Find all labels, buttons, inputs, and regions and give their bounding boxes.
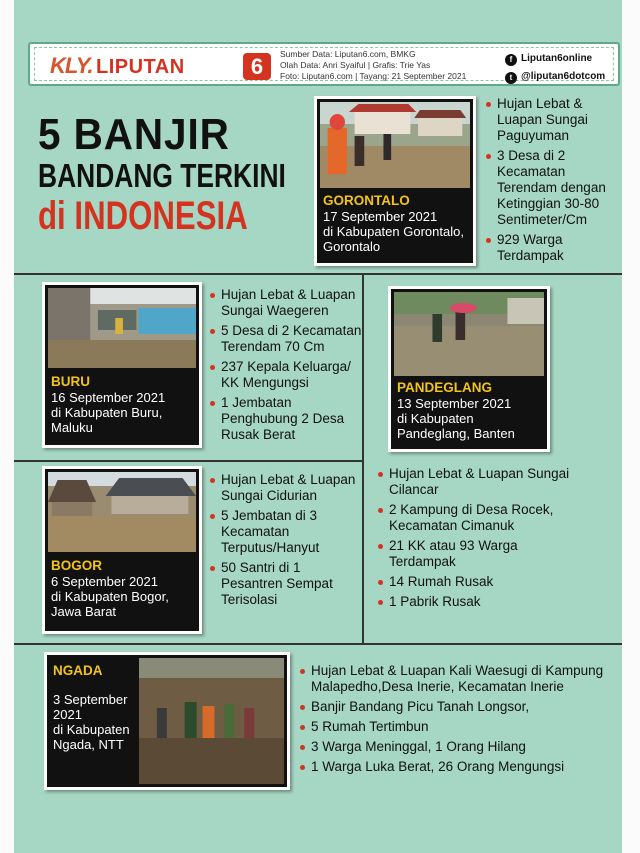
fact-item: Hujan Lebat & Luapan Sungai Paguyuman (486, 96, 608, 144)
title-line-2: BANDANG TERKINI (38, 157, 286, 194)
gorontalo-caption-line: di Kabupaten Gorontalo, (323, 224, 464, 239)
ngada-facts (300, 663, 616, 779)
buru-card (42, 282, 202, 448)
source-credits (280, 49, 466, 82)
gorontalo-card (314, 96, 476, 266)
fact-item: 1 Warga Luka Berat, 26 Orang Mengungsi (300, 759, 616, 775)
bogor-caption-line: Jawa Barat (51, 604, 117, 619)
bogor-date: 6 September 2021 (51, 574, 158, 589)
divider-1 (14, 273, 622, 275)
fact-item: 50 Santri di 1 Pesantren Sempat Terisolasi (210, 560, 360, 608)
fact-item: Hujan Lebat & Luapan Kali Waesugi di Kampung Malapedho,Desa Inerie, Kecamatan Inerie (300, 663, 616, 695)
divider-3 (14, 643, 622, 645)
gorontalo-location: GORONTALO (323, 193, 410, 208)
twitter-icon: t (505, 72, 517, 84)
fact-item: 3 Warga Meninggal, 1 Orang Hilang (300, 739, 616, 755)
ngada-caption-line: di Kabupaten (53, 722, 130, 737)
fact-item: Hujan Lebat & Luapan Sungai Waegeren (210, 287, 362, 319)
fact-item: 21 KK atau 93 Warga Terdampak (378, 538, 578, 570)
facebook-handle: Liputan6online (521, 53, 593, 64)
fact-item: Banjir Bandang Picu Tanah Longsor, (300, 699, 616, 715)
pandeglang-photo (394, 292, 544, 376)
divider-vertical (362, 275, 364, 643)
credit-source: Sumber Data: Liputan6.com, BMKG (280, 49, 416, 59)
bogor-photo (48, 472, 196, 552)
buru-caption (51, 374, 195, 435)
fact-item: 237 Kepala Keluarga/ KK Mengungsi (210, 359, 362, 391)
fact-item: 1 Jembatan Penghubung 2 Desa Rusak Berat (210, 395, 362, 443)
liputan6-logo-text: LIPUTAN (96, 56, 185, 78)
buru-caption-line: di Kabupaten Buru, (51, 405, 163, 420)
bogor-caption-line: di Kabupaten Bogor, (51, 589, 169, 604)
gorontalo-photo (320, 102, 470, 188)
fact-item: Hujan Lebat & Luapan Sungai Cilancar (378, 466, 578, 498)
buru-location: BURU (51, 374, 90, 389)
title-line-1: 5 BANJIR (38, 110, 230, 159)
bogor-caption (51, 558, 195, 619)
pandeglang-date: 13 September 2021 (397, 396, 512, 411)
twitter-account[interactable] (505, 68, 605, 86)
gorontalo-facts (486, 96, 608, 268)
fact-item: 3 Desa di 2 Kecamatan Terendam dengan Ketinggian 30-80 Sentimeter/Cm (486, 148, 608, 228)
buru-date: 16 September 2021 (51, 390, 166, 405)
pandeglang-caption-line: di Kabupaten (397, 411, 474, 426)
fact-item: 5 Rumah Tertimbun (300, 719, 616, 735)
gorontalo-caption (323, 193, 469, 254)
credit-data: Olah Data: Anri Syaiful | Grafis: Trie Yas (280, 60, 431, 70)
ngada-caption (53, 663, 139, 752)
ngada-date: 3 September (53, 692, 128, 707)
fact-item: 14 Rumah Rusak (378, 574, 578, 590)
kly-logo (50, 53, 92, 79)
ngada-date-year: 2021 (53, 707, 82, 722)
gorontalo-date: 17 September 2021 (323, 209, 438, 224)
bogor-facts (210, 472, 360, 612)
liputan6-logo-six: 6 (243, 53, 271, 80)
pandeglang-caption (397, 380, 543, 441)
ngada-card (44, 652, 290, 790)
social-accounts (505, 50, 605, 86)
pandeglang-caption-line: Pandeglang, Banten (397, 426, 515, 441)
buru-photo (48, 288, 196, 368)
pandeglang-card (388, 286, 550, 452)
fact-item: 1 Pabrik Rusak (378, 594, 578, 610)
bogor-location: BOGOR (51, 558, 103, 573)
pandeglang-facts (378, 466, 578, 614)
ngada-photo (139, 658, 284, 784)
ngada-caption-line: Ngada, NTT (53, 737, 124, 752)
pandeglang-location: PANDEGLANG (397, 380, 493, 395)
facebook-account[interactable] (505, 50, 605, 68)
divider-2 (14, 460, 364, 462)
twitter-handle: @liputan6dotcom (521, 71, 606, 82)
facebook-icon: f (505, 54, 517, 66)
fact-item: 5 Jembatan di 3 Kecamatan Terputus/Hanyut (210, 508, 360, 556)
buru-facts (210, 287, 362, 447)
title-line-3: di INDONESIA (38, 194, 248, 238)
buru-caption-line: Maluku (51, 420, 93, 435)
kly-logo-text: KLY. (50, 53, 93, 78)
ngada-location: NGADA (53, 663, 103, 678)
gorontalo-caption-line: Gorontalo (323, 239, 381, 254)
credit-photo: Foto: Liputan6.com | Tayang: 21 September 2021 (280, 71, 467, 81)
fact-item: 2 Kampung di Desa Rocek, Kecamatan Cimanuk (378, 502, 578, 534)
fact-item: 5 Desa di 2 Kecamatan Terendam 70 Cm (210, 323, 362, 355)
fact-item: 929 Warga Terdampak (486, 232, 608, 264)
fact-item: Hujan Lebat & Luapan Sungai Cidurian (210, 472, 360, 504)
header-banner (28, 42, 620, 86)
bogor-card (42, 466, 202, 634)
